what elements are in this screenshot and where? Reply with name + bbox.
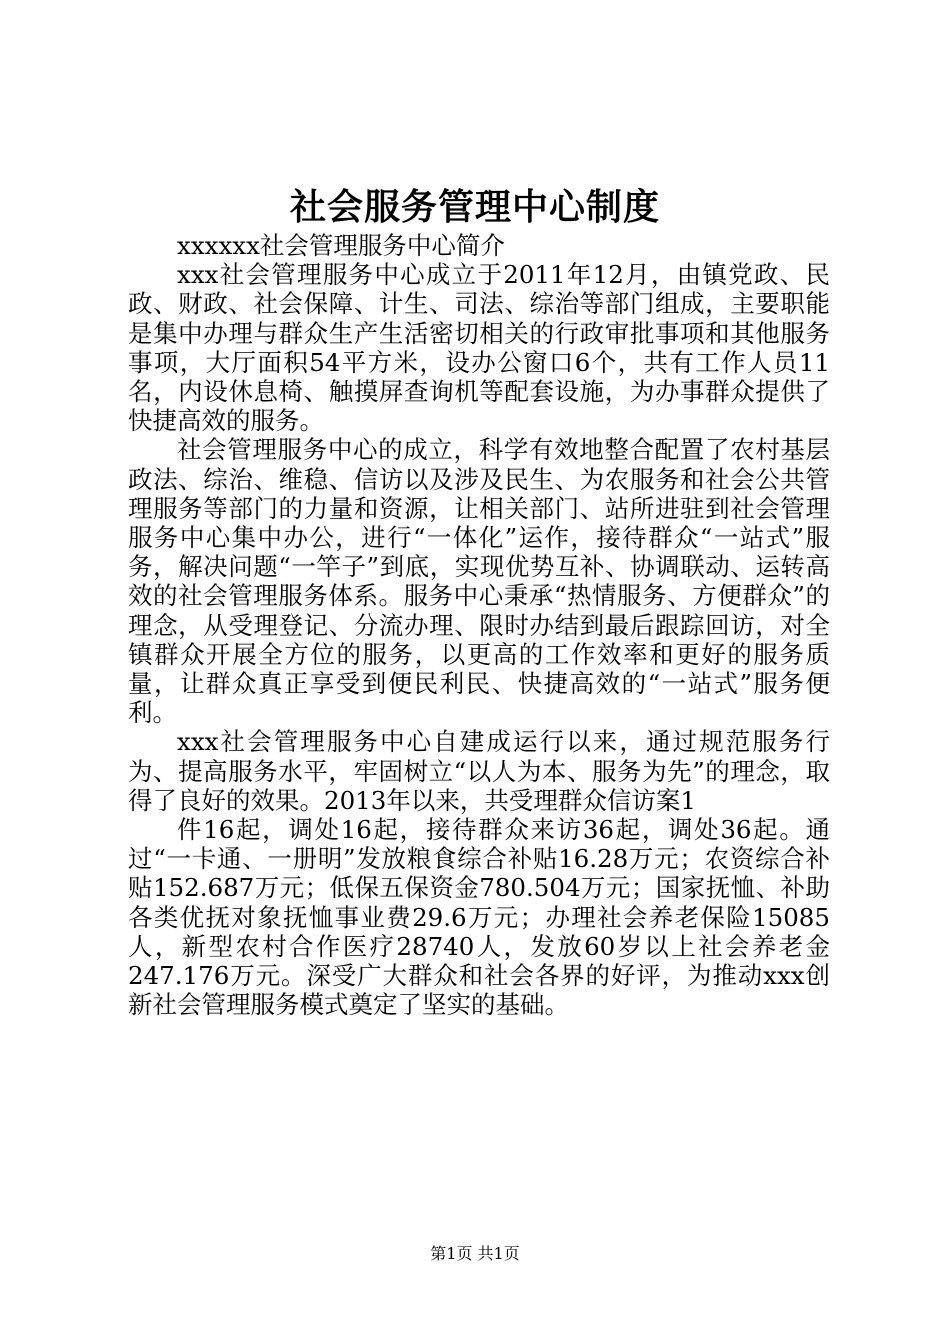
document-body	[128, 231, 830, 1019]
paragraph-purpose: 社会管理服务中心的成立，科学有效地整合配置了农村基层政法、综治、维稳、信访以及涉及民生、为农服务和社会公共管理服务等部门的力量和资源，让相关部门、站所进驻到社会管理服务中心集中办公，进行“一体化”运作，接待群众“一站式”服务，解决问题“一竿子”到底，实现优势互补、协调联动、运转高效的社会管理服务体系。服务中心秉承“热情服务、方便群众”的理念，从受理登记、分流办理、限时办结到最后跟踪回访，对全镇群众开展全方位的服务，以更高的工作效率和更好的服务质量，让群众真正享受到便民利民、快捷高效的“一站式”服务便利。	[128, 435, 830, 728]
document-title: 社会服务管理中心制度	[289, 187, 660, 228]
paragraph-achievements: xxx社会管理服务中心自建成运行以来，通过规范服务行为、提高服务水平，牢固树立“以人为本、服务为先”的理念，取得了良好的效果。2013年以来，共受理群众信访案1	[128, 727, 830, 815]
page-footer: 第1页 共1页	[430, 1244, 520, 1263]
paragraph-statistics: 件16起，调处16起，接待群众来访36起，调处36起。通过“一卡通、一册明”发放粮食综合补贴16.28万元；农资综合补贴152.687万元；低保五保资金780.504万元；国家抚恤、补助各类优抚对象抚恤事业费29.6万元；办理社会养老保险15085人，新型农村合作医疗28740人，发放60岁以上社会养老金247.176万元。深受广大群众和社会各界的好评，为推动xxx创新社会管理服务模式奠定了坚实的基础。	[128, 815, 830, 1020]
paragraph-overview: xxx社会管理服务中心成立于2011年12月，由镇党政、民政、财政、社会保障、计生、司法、综治等部门组成，主要职能是集中办理与群众生产生活密切相关的行政审批事项和其他服务事项，大厅面积54平方米，设办公窗口6个，共有工作人员11名，内设休息椅、触摸屏查询机等配套设施，为办事群众提供了快捷高效的服务。	[128, 260, 830, 436]
paragraph-intro-heading: xxxxxx社会管理服务中心简介	[177, 231, 505, 260]
